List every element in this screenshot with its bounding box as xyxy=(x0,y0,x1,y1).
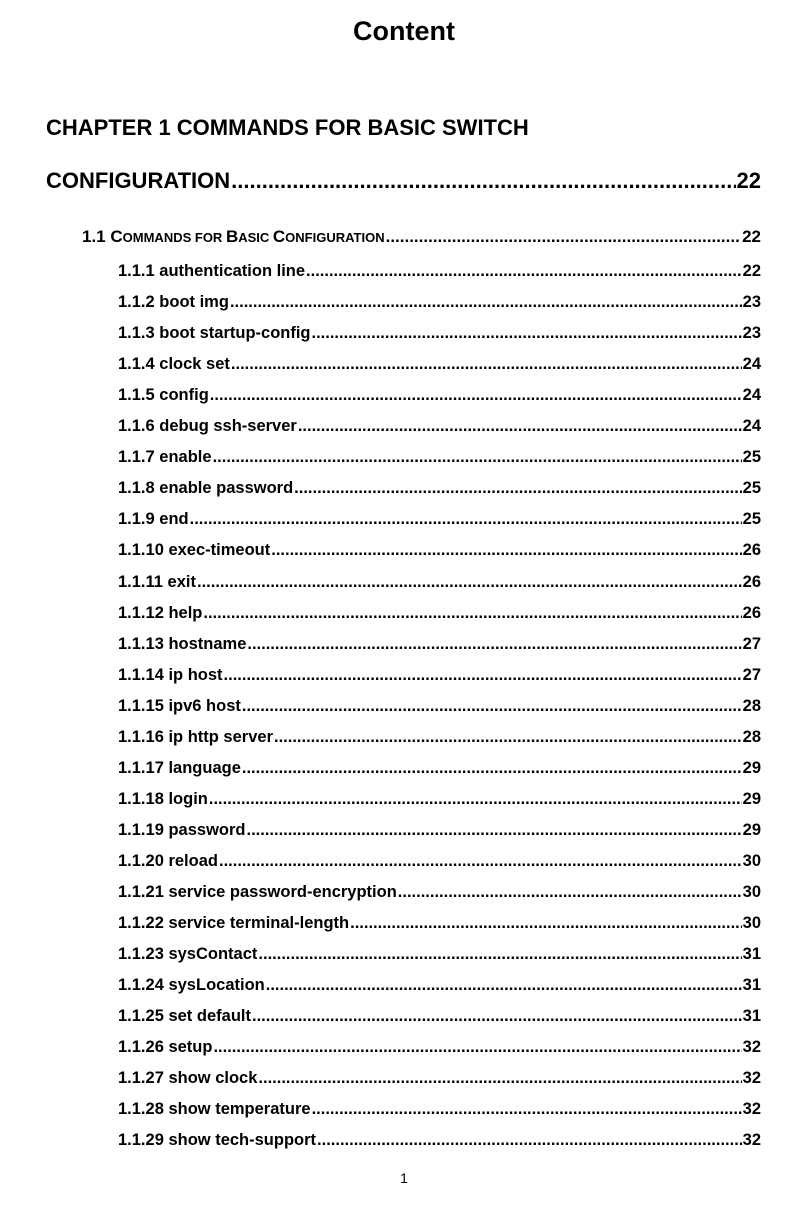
toc-item[interactable] xyxy=(118,448,761,467)
section-smallcaps: ONFIGURATION xyxy=(285,230,385,245)
section-page-number: 22 xyxy=(742,227,761,246)
dot-leader xyxy=(266,976,742,995)
toc-item-label: 1.1.27 show clock xyxy=(118,1069,258,1088)
toc-item-label: 1.1.6 debug ssh-server xyxy=(118,417,297,436)
dot-leader xyxy=(271,541,741,560)
dot-leader xyxy=(242,697,742,716)
toc-item-label: 1.1.23 sysContact xyxy=(118,945,258,964)
section-smallcaps: OMMANDS FOR xyxy=(122,230,226,245)
toc-item-page-number: 31 xyxy=(742,976,761,995)
toc-item-label: 1.1.4 clock set xyxy=(118,355,230,374)
toc-item[interactable] xyxy=(118,1007,761,1026)
toc-item[interactable] xyxy=(118,293,761,312)
toc-item-label: 1.1.18 login xyxy=(118,789,208,808)
toc-item[interactable] xyxy=(118,635,761,654)
toc-item-page-number: 25 xyxy=(742,510,761,529)
toc-item-page-number: 24 xyxy=(742,417,761,436)
dot-leader xyxy=(306,262,742,281)
toc-item-label: 1.1.20 reload xyxy=(118,851,218,870)
dot-leader xyxy=(312,324,742,343)
toc-item-label: 1.1.2 boot img xyxy=(118,293,229,312)
toc-item-page-number: 27 xyxy=(742,665,761,684)
footer-page-number: 1 xyxy=(400,1170,408,1186)
toc-item-label: 1.1.28 show temperature xyxy=(118,1100,311,1119)
chapter-heading-line1: CHAPTER 1 COMMANDS FOR BASIC SWITCH xyxy=(46,115,529,140)
dot-leader xyxy=(247,635,741,654)
toc-item-page-number: 23 xyxy=(742,324,761,343)
toc-item[interactable] xyxy=(118,852,761,871)
dot-leader xyxy=(209,790,742,809)
toc-item-page-number: 32 xyxy=(742,1100,761,1119)
dot-leader xyxy=(210,386,742,405)
dot-leader xyxy=(252,1007,742,1026)
toc-item-page-number: 32 xyxy=(742,1069,761,1088)
dot-leader xyxy=(386,227,741,247)
toc-item-page-number: 30 xyxy=(742,883,761,901)
dot-leader xyxy=(219,852,742,871)
toc-item-page-number: 29 xyxy=(742,820,761,839)
chapter-page-number: 22 xyxy=(736,168,761,193)
dot-leader xyxy=(274,728,742,747)
toc-item-page-number: 28 xyxy=(742,696,761,715)
toc-item-page-number: 25 xyxy=(742,448,761,467)
toc-item[interactable] xyxy=(118,479,761,498)
toc-item[interactable] xyxy=(118,666,761,685)
chapter-heading-line2: CONFIGURATION xyxy=(46,168,231,193)
toc-item-label: 1.1.14 ip host xyxy=(118,665,223,684)
page-title: Content xyxy=(353,16,455,46)
toc-item-label: 1.1.1 authentication line xyxy=(118,262,306,280)
toc-item-label: 1.1.17 language xyxy=(118,758,241,777)
toc-item-label: 1.1.15 ipv6 host xyxy=(118,696,241,715)
toc-item-page-number: 26 xyxy=(742,572,761,591)
toc-item-page-number: 29 xyxy=(742,789,761,808)
toc-item-label: 1.1.8 enable password xyxy=(118,479,294,498)
toc-item-label: 1.1.5 config xyxy=(118,386,209,405)
toc-item-label: 1.1.12 help xyxy=(118,603,203,622)
toc-item[interactable] xyxy=(118,355,761,374)
dot-leader xyxy=(213,448,742,467)
toc-item[interactable] xyxy=(118,417,761,436)
toc-item-page-number: 29 xyxy=(742,758,761,777)
toc-item-label: 1.1.19 password xyxy=(118,820,246,839)
toc-item[interactable] xyxy=(118,604,761,623)
toc-item-label: 1.1.7 enable xyxy=(118,448,212,467)
toc-item-label: 1.1.24 sysLocation xyxy=(118,976,265,995)
toc-item[interactable] xyxy=(118,1100,761,1119)
toc-item[interactable] xyxy=(118,573,761,592)
dot-leader xyxy=(317,1131,742,1150)
section-label xyxy=(82,227,385,247)
toc-item[interactable] xyxy=(118,697,761,716)
toc-item-page-number: 25 xyxy=(742,479,761,498)
toc-section-entry[interactable] xyxy=(82,227,761,247)
toc-item[interactable] xyxy=(118,883,761,902)
toc-item[interactable] xyxy=(118,1038,761,1057)
toc-item-label: 1.1.10 exec-timeout xyxy=(118,541,271,560)
dot-leader xyxy=(231,168,735,194)
dot-leader xyxy=(230,293,742,312)
toc-item-page-number: 31 xyxy=(742,1007,761,1026)
toc-item-page-number: 22 xyxy=(742,262,761,280)
toc-item[interactable] xyxy=(118,821,761,840)
toc-item-label: 1.1.13 hostname xyxy=(118,634,247,653)
dot-leader xyxy=(224,666,742,685)
toc-item-label: 1.1.21 service password-encryption xyxy=(118,883,397,901)
toc-item[interactable] xyxy=(118,976,761,995)
toc-item-label: 1.1.11 exit xyxy=(118,572,196,591)
toc-item[interactable] xyxy=(118,945,761,964)
dot-leader xyxy=(231,355,742,374)
toc-item-label: 1.1.22 service terminal-length xyxy=(118,914,350,933)
section-cap: C xyxy=(272,227,286,246)
toc-item-page-number: 30 xyxy=(742,914,761,933)
toc-item-label: 1.1.3 boot startup-config xyxy=(118,324,311,343)
toc-item[interactable] xyxy=(118,262,761,281)
toc-item-page-number: 27 xyxy=(742,634,761,653)
dot-leader xyxy=(203,604,741,623)
section-cap: B xyxy=(225,227,239,246)
toc-chapter-entry[interactable] xyxy=(46,168,761,194)
section-smallcaps: ASIC xyxy=(238,230,273,245)
toc-item-page-number: 24 xyxy=(742,355,761,374)
toc-item-page-number: 26 xyxy=(742,603,761,622)
toc-item[interactable] xyxy=(118,1131,761,1150)
toc-item-label: 1.1.9 end xyxy=(118,510,189,529)
toc-item[interactable] xyxy=(118,759,761,778)
toc-item[interactable] xyxy=(118,790,761,809)
toc-item[interactable] xyxy=(118,541,761,560)
dot-leader xyxy=(258,1069,741,1088)
dot-leader xyxy=(312,1100,742,1119)
toc-item[interactable] xyxy=(118,728,761,747)
section-cap: C xyxy=(110,227,123,246)
toc-item[interactable] xyxy=(118,386,761,405)
toc-item-page-number: 24 xyxy=(742,386,761,405)
toc-item-page-number: 32 xyxy=(742,1131,761,1150)
toc-item-label: 1.1.25 set default xyxy=(118,1007,251,1026)
toc-item[interactable] xyxy=(118,914,761,933)
dot-leader xyxy=(258,945,741,964)
dot-leader xyxy=(398,883,742,902)
dot-leader xyxy=(213,1038,741,1057)
toc-item-page-number: 30 xyxy=(742,851,761,870)
toc-item-label: 1.1.29 show tech-support xyxy=(118,1131,317,1150)
dot-leader xyxy=(298,417,742,436)
dot-leader xyxy=(190,510,742,529)
dot-leader xyxy=(294,479,741,498)
toc-item-label: 1.1.16 ip http server xyxy=(118,727,273,746)
toc-item[interactable] xyxy=(118,510,761,529)
toc-item[interactable] xyxy=(118,324,761,343)
dot-leader xyxy=(197,573,742,592)
toc-item-page-number: 28 xyxy=(742,727,761,746)
toc-item[interactable] xyxy=(118,1069,761,1088)
dot-leader xyxy=(350,914,742,933)
section-number: 1.1 xyxy=(82,227,106,246)
dot-leader xyxy=(242,759,742,778)
toc-item-page-number: 31 xyxy=(742,945,761,964)
toc-item-page-number: 32 xyxy=(742,1038,761,1057)
toc-item-page-number: 26 xyxy=(742,541,761,560)
toc-item-label: 1.1.26 setup xyxy=(118,1038,213,1057)
toc-item-page-number: 23 xyxy=(742,293,761,312)
dot-leader xyxy=(246,821,741,840)
